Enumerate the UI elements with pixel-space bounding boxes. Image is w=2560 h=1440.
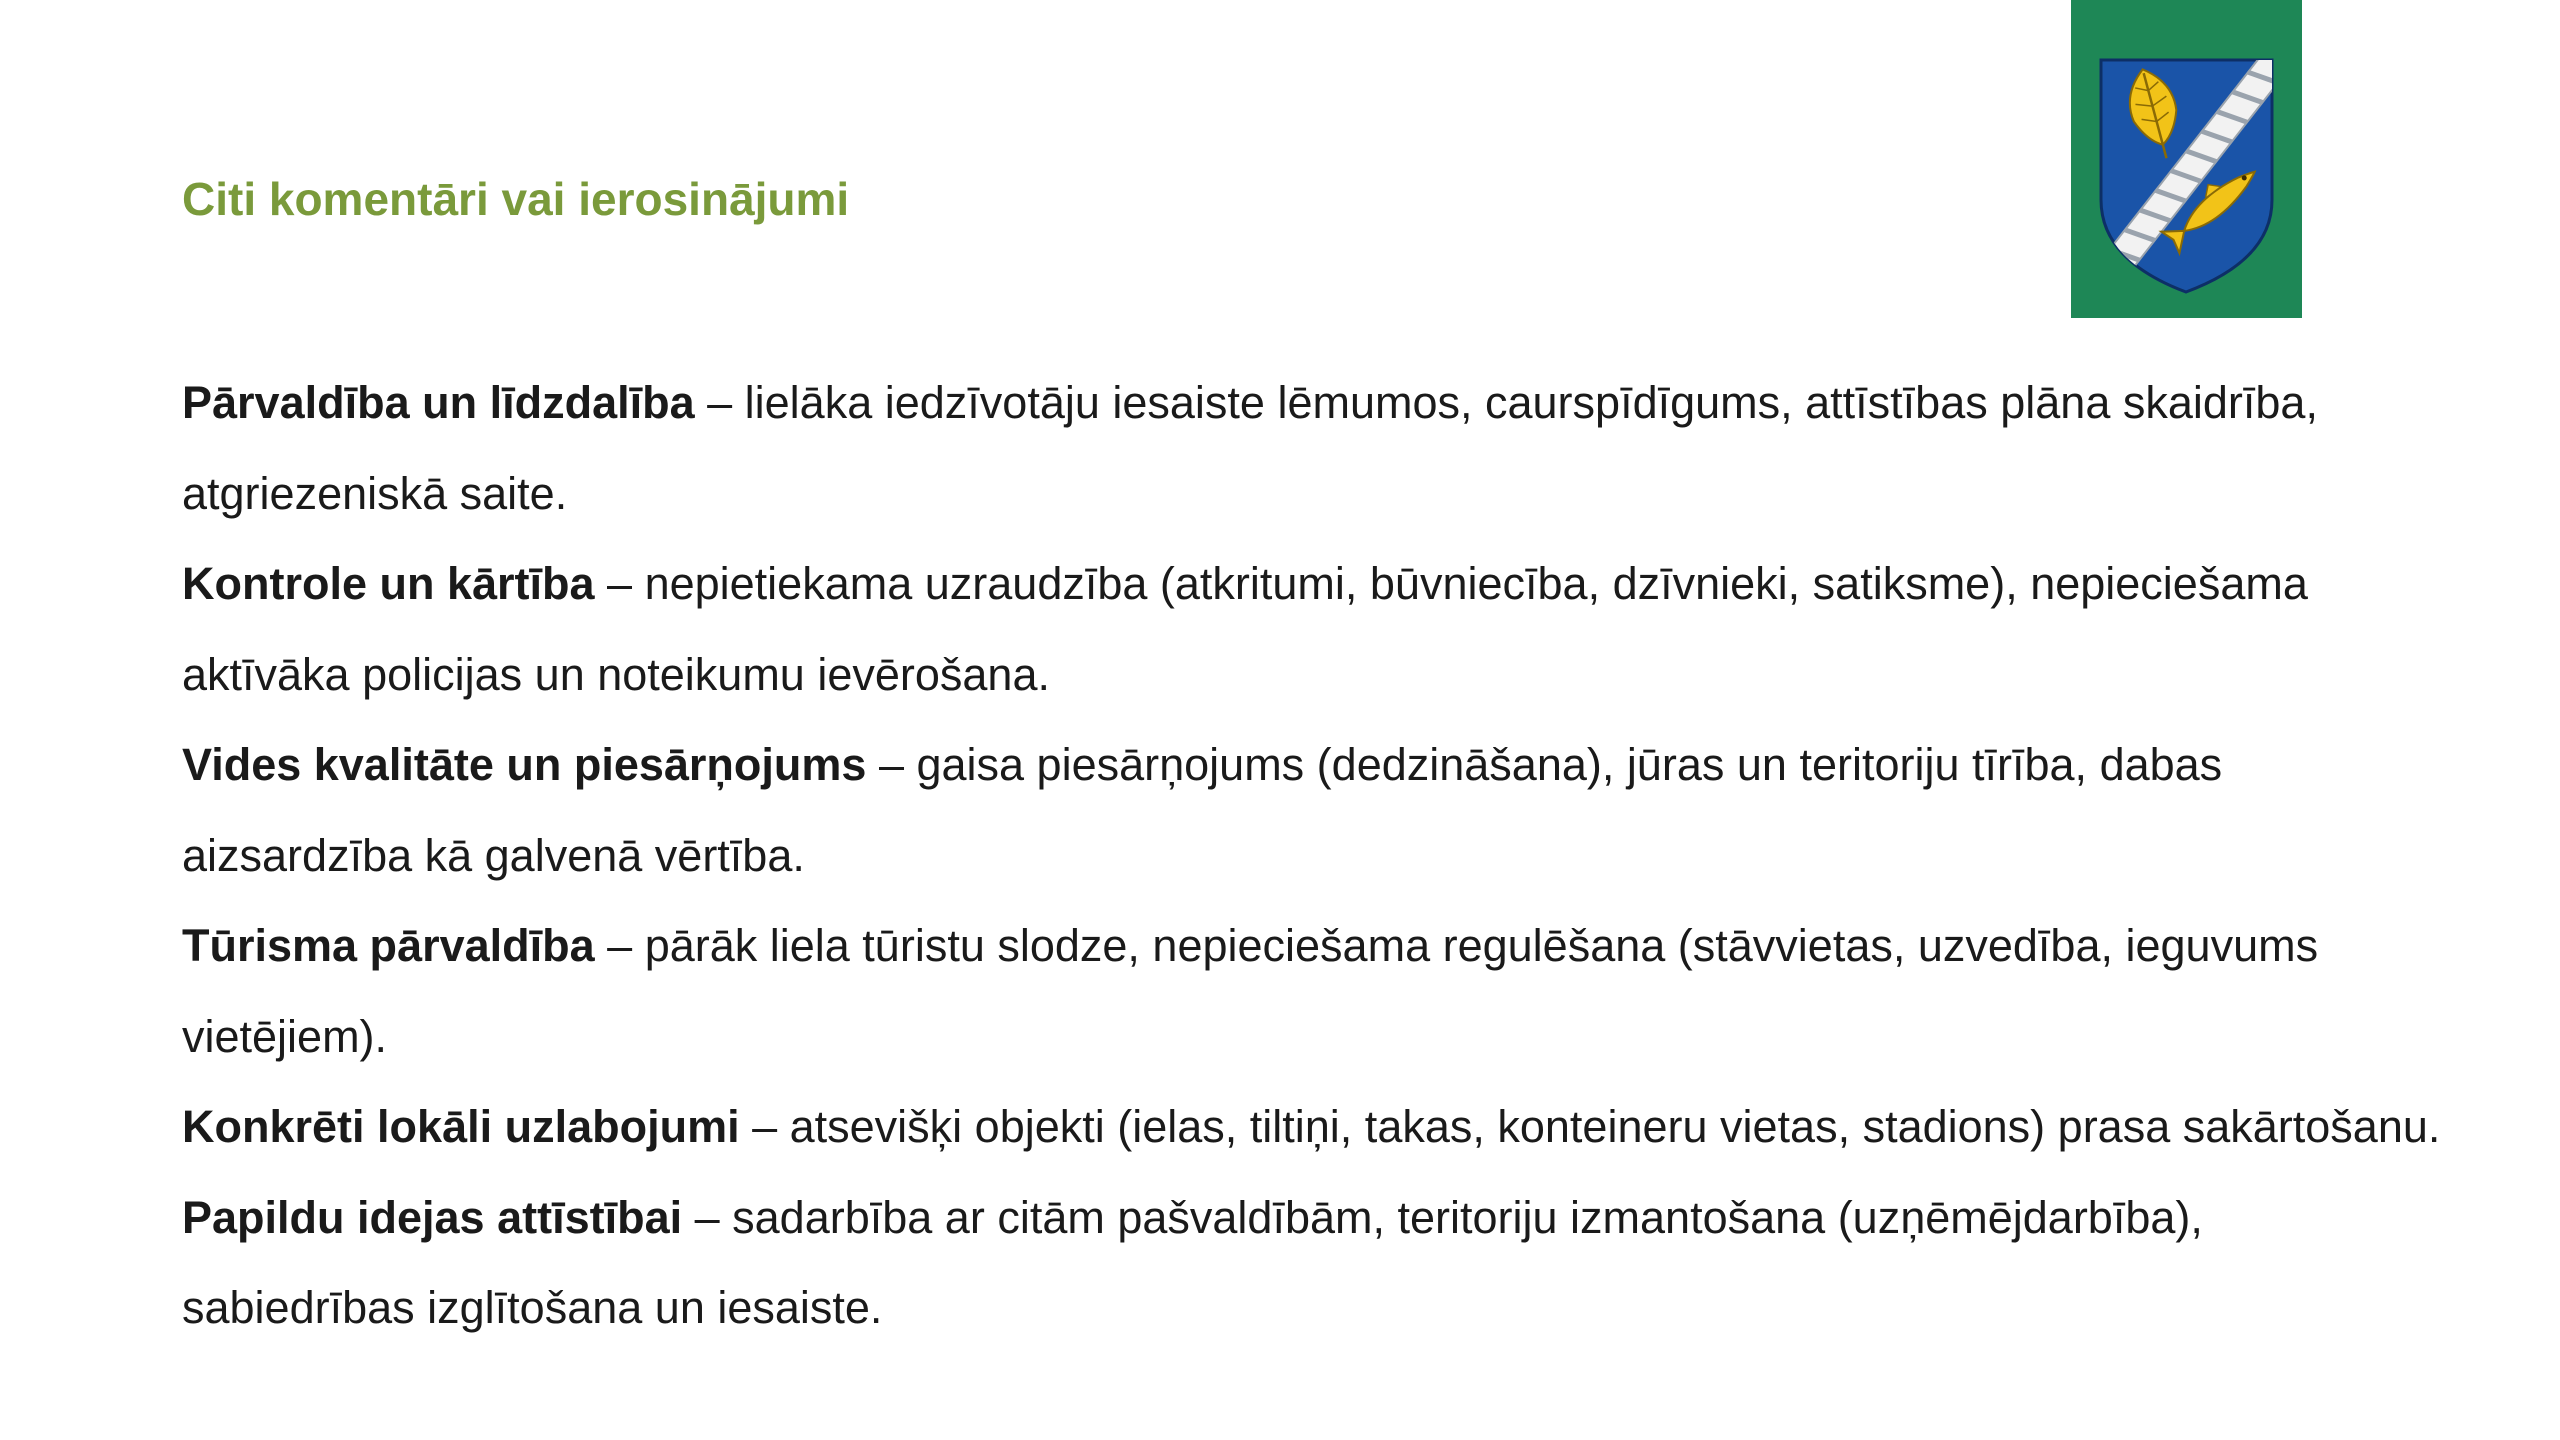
list-item — [182, 1082, 2442, 1173]
item-text: – sadarbība ar citām pašvaldībām, teritoriju izmantošana (uzņēmējdarbība), sabiedrības izglītošana un iesaiste. — [182, 1191, 2203, 1333]
slide-title: Citi komentāri vai ierosinājumi — [182, 173, 850, 225]
item-term: Konkrēti lokāli uzlabojumi — [182, 1101, 740, 1152]
item-term: Pārvaldība un līdzdalība — [182, 377, 695, 428]
item-text: – atsevišķi objekti (ielas, tiltiņi, takas, konteineru vietas, stadions) prasa sakārtošanu. — [739, 1101, 2441, 1152]
item-text: – gaisa piesārņojums (dedzināšana), jūras un teritoriju tīrība, dabas aizsardzība kā galvenā vērtība. — [182, 739, 2223, 881]
item-text: – lielāka iedzīvotāju iesaiste lēmumos, caurspīdīgums, attīstības plāna skaidrība, atgriezeniskā saite. — [182, 377, 2318, 519]
item-term: Papildu idejas attīstībai — [182, 1191, 683, 1243]
list-item — [182, 1173, 2442, 1354]
item-term: Tūrisma pārvaldība — [182, 920, 595, 971]
item-term: Vides kvalitāte un piesārņojums — [182, 739, 867, 790]
item-text: – pārāk liela tūristu slodze, nepieciešama regulēšana (stāvvietas, uzvedība, ieguvums vietējiem). — [182, 920, 2319, 1062]
summary-list — [182, 358, 2442, 1354]
list-item — [182, 901, 2442, 1082]
item-text: – nepietiekama uzraudzība (atkritumi, būvniecība, dzīvnieki, satiksme), nepieciešama aktīvāka policijas un noteikumu ievērošana. — [182, 558, 2308, 700]
coat-of-arms-icon — [2071, 0, 2302, 318]
list-item — [182, 539, 2442, 720]
list-item — [182, 358, 2442, 539]
item-term: Kontrole un kārtība — [182, 558, 595, 609]
list-item — [182, 720, 2442, 901]
